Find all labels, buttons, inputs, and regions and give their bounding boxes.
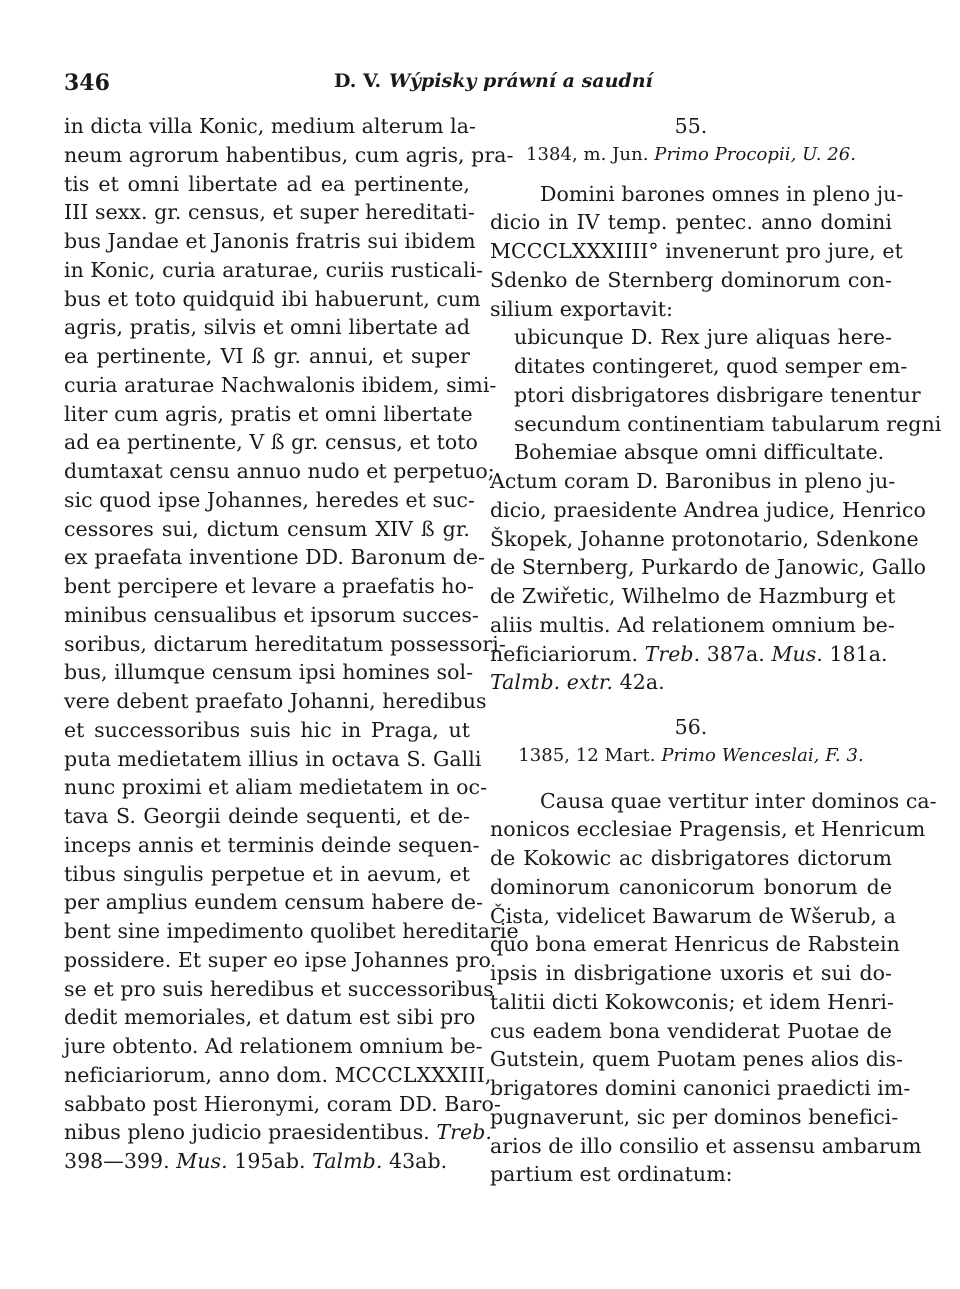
entry-56-date-saint: Primo Wenceslai, F. 3. [661, 744, 864, 766]
text-line: aliis multis. Ad relationem omnium be- [490, 612, 895, 637]
text-line: Škopek, Johanne protonotario, Sdenkone [490, 526, 919, 551]
text-line: arios de illo consilio et assensu ambarum [490, 1133, 922, 1158]
text-line: et successoribus suis hic in Praga, ut [64, 717, 470, 742]
text-line: III sexx. gr. census, et super hereditati- [64, 200, 475, 225]
entry-55-date-saint: Primo Procopii, U. 26. [654, 143, 857, 165]
text-line: brigatores domini canonici praedicti im- [490, 1076, 911, 1100]
entry-55-citation: neficiariorum. Treb. 387a. Mus. 181a. [490, 641, 888, 666]
text-line: quo bona emerat Henricus de Rabstein [490, 932, 900, 957]
text-line: inceps annis et terminis deinde sequen- [64, 832, 480, 857]
text-line: tibus singulis perpetue et in aevum, et [64, 861, 470, 886]
text-line: talitii dicti Kokowconis; et idem Henri- [490, 989, 895, 1014]
text-line: curia araturae Nachwalonis ibidem, simi- [64, 372, 497, 397]
quoted-line: ptori disbrigatores disbrigare tenentur [514, 382, 921, 407]
text-line: vere debent praefato Johanni, heredibus [64, 689, 487, 713]
text-line: bus et toto quidquid ibi habuerunt, cum [64, 286, 481, 311]
text-line: dumtaxat censu annuo nudo et perpetuo; [64, 459, 495, 483]
text-line: bus Jandae et Janonis fratris sui ibidem [64, 229, 476, 253]
entry-55-actum [490, 467, 927, 640]
text-line: de Kokowic ac disbrigatores dictorum [490, 846, 892, 870]
text-line: possidere. Et super eo ipse Johannes pro [64, 947, 491, 972]
text-line: Čista, videlicet Bawarum de Wšerub, a [490, 903, 896, 928]
text-line: silium exportavit: [490, 296, 673, 321]
text-line: minibus censualibus et ipsorum succes- [64, 602, 479, 627]
citation-source: Treb. [436, 1120, 492, 1145]
text-line: Domini barones omnes in pleno ju- [540, 181, 904, 206]
entry-56-date-prefix: 1385, 12 Mart. [518, 744, 656, 766]
text-line: bent sine impedimento quolibet hereditarie [64, 919, 519, 943]
entry-56-number: 56. [674, 715, 708, 739]
text-line: ea pertinente, VI ß gr. annui, et super [64, 344, 470, 368]
text-line: Sdenko de Sternberg dominorum con- [490, 267, 892, 292]
text-line: de Zwiřetic, Wilhelmo de Hazmburg et [490, 584, 896, 608]
text-line: partium est ordinatum: [490, 1162, 733, 1187]
quoted-line: ditates contingeret, quod semper em- [514, 354, 908, 378]
text-line: neficiariorum, anno dom. MCCCLXXXIII, [64, 1062, 492, 1087]
text-line: sabbato post Hieronymi, coram DD. Baro- [64, 1091, 501, 1116]
text-line: puta medietatem illius in octava S. Galli [64, 746, 482, 771]
entry-55-verdict [490, 323, 942, 467]
text-line: soribus, dictarum hereditatum possessori- [64, 631, 506, 656]
text-line: dominorum canonicorum bonorum de [490, 874, 892, 899]
text-line: agris, pratis, silvis et omni libertate ad [64, 315, 470, 340]
quoted-line: secundum continentiam tabularum regni [514, 411, 942, 436]
left-citation: 398—399. Mus. 195ab. Talmb. 43ab. [64, 1149, 448, 1173]
text-line: dedit memoriales, et datum est sibi pro [64, 1005, 476, 1030]
text-line: tis et omni libertate ad ea pertinente, [64, 171, 470, 196]
text-line: nibus pleno judicio praesidentibus. Treb. [64, 1120, 492, 1145]
section-label: D. V. [334, 70, 382, 92]
entry-56-date [490, 742, 892, 771]
running-title [334, 70, 653, 92]
text-line: in Konic, curia araturae, curiis rusticali- [64, 257, 484, 282]
text-line: jure obtento. Ad relationem omnium be- [64, 1034, 483, 1058]
quoted-line: ubicunque D. Rex jure aliquas here- [514, 325, 892, 350]
text-line: se et pro suis heredibus et successoribus [64, 976, 494, 1001]
running-header [64, 70, 900, 100]
section-title: Wýpisky práwní a saudní [389, 70, 653, 92]
text-line: Causa quae vertitur inter dominos ca- [540, 788, 937, 813]
text-line: MCCCLXXXIIII° invenerunt pro jure, et [490, 239, 903, 263]
text-line: dicio, praesidente Andrea judice, Henrico [490, 497, 926, 522]
entry-55-date-prefix: 1384, m. Jun. [525, 143, 649, 165]
text-line: neum agrorum habentibus, cum agris, pra- [64, 142, 514, 167]
text-line: nonicos ecclesiae Pragensis, et Henricum [490, 817, 926, 842]
text-line: Gutstein, quem Puotam penes alios dis- [490, 1047, 904, 1072]
text-line: dicio in IV temp. pentec. anno domini [490, 210, 892, 235]
entry-55-date [490, 141, 892, 170]
entry-55-intro [490, 180, 904, 324]
text-line: in dicta villa Konic, medium alterum la- [64, 114, 476, 138]
quoted-line: Bohemiae absque omni difficultate. [514, 440, 885, 465]
text-line: bus, illumque censum ipsi homines sol- [64, 660, 474, 685]
entry-55-citation-cont: Talmb. extr. 42a. [490, 670, 665, 695]
text-line: de Sternberg, Purkardo de Janowic, Gallo [490, 555, 927, 580]
text-line: ad ea pertinente, V ß gr. census, et toto [64, 430, 478, 455]
page-number: 346 [64, 70, 110, 96]
text-line: Actum coram D. Baronibus in pleno ju- [490, 469, 896, 493]
text-line: ex praefata inventione DD. Baronum de- [64, 545, 485, 570]
text-line: tava S. Georgii deinde sequenti, et de- [64, 804, 470, 828]
entry-55-number: 55. [674, 114, 708, 138]
text-line: sic quod ipse Johannes, heredes et suc- [64, 487, 475, 512]
text-line: cus eadem bona vendiderat Puotae de [490, 1018, 892, 1043]
text-line: ipsis in disbrigatione uxoris et sui do- [490, 961, 892, 985]
right-column [490, 112, 942, 1189]
text-line: per amplius eundem censum habere de- [64, 890, 484, 915]
left-column [64, 112, 519, 1176]
text-line: bent percipere et levare a praefatis ho- [64, 574, 474, 598]
text-line: cessores sui, dictum censum XIV ß gr. [64, 516, 470, 541]
entry-56-body [490, 787, 937, 1190]
text-line: pugnaverunt, sic per dominos benefici- [490, 1104, 899, 1129]
text-line: nunc proximi et aliam medietatem in oc- [64, 775, 488, 800]
text-line: liter cum agris, pratis et omni libertate [64, 401, 473, 426]
